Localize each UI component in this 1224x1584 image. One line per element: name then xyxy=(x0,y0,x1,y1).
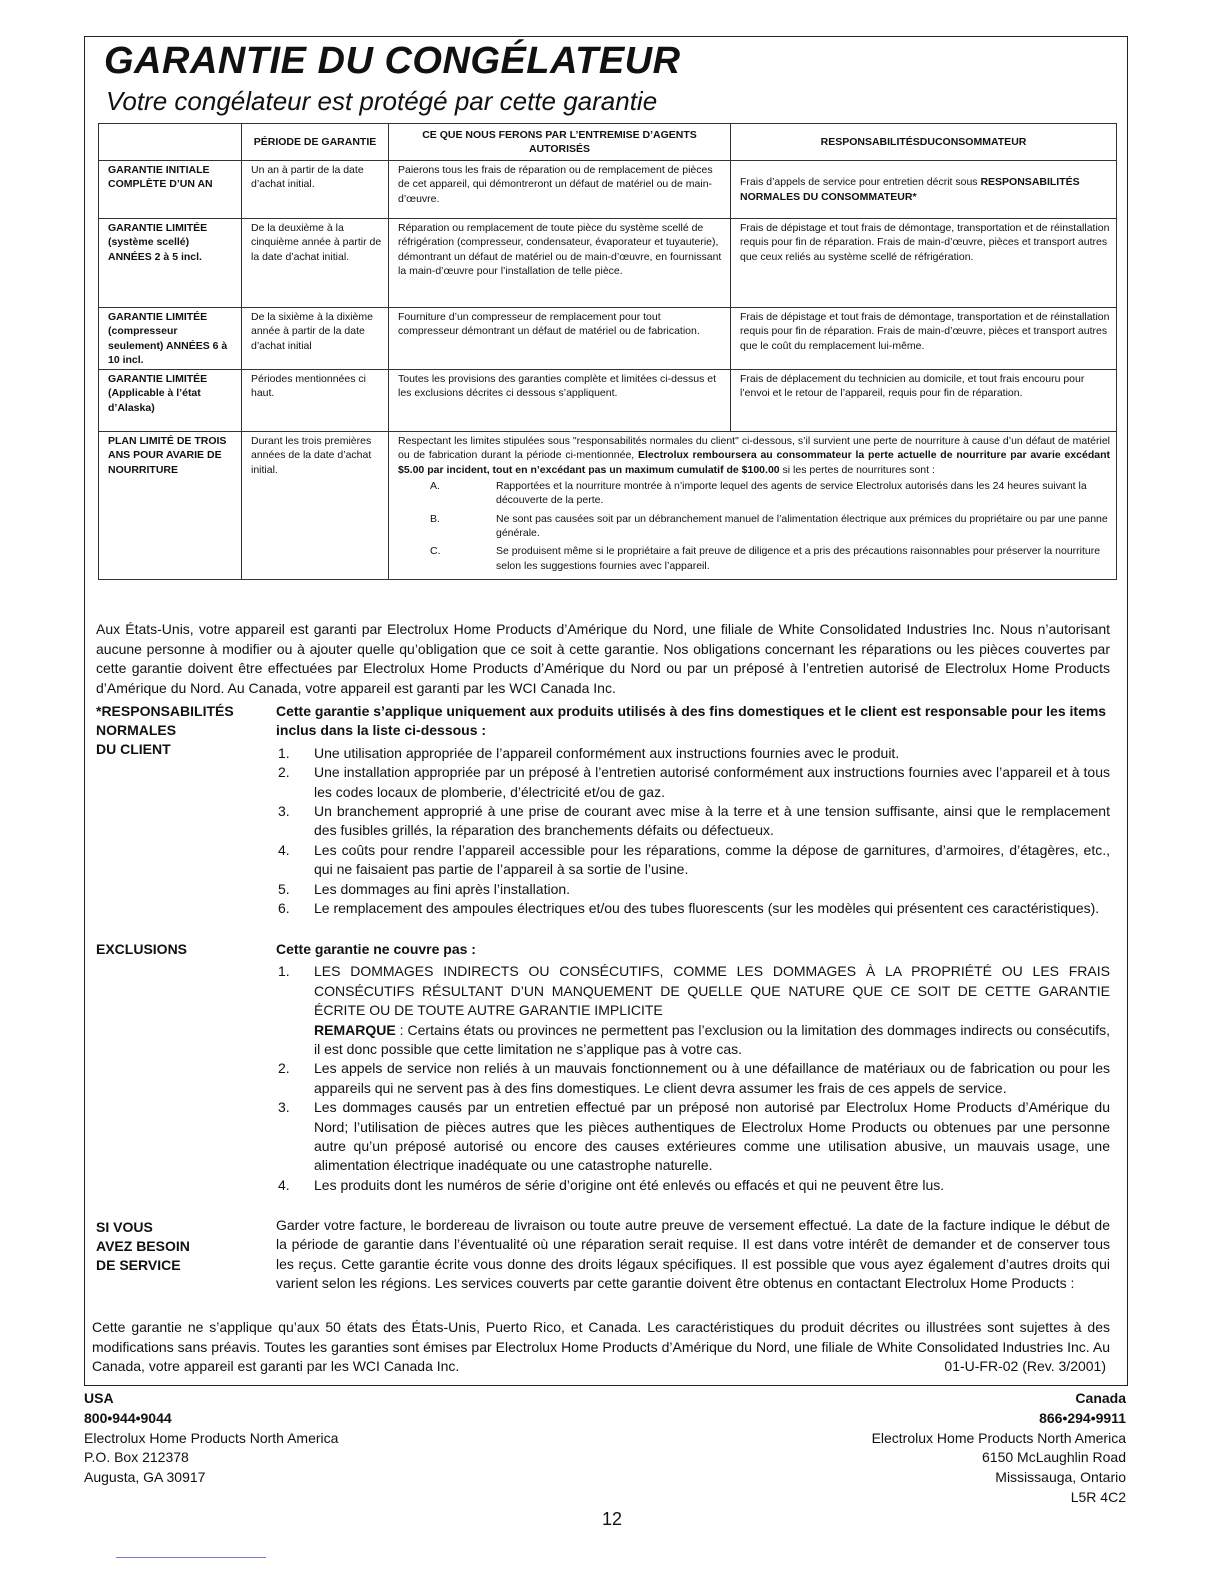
table-header: RESPONSABILITÉSDUCONSOMMATEUR xyxy=(731,124,1117,161)
row-label: GARANTIE LIMITÉE (compresseur seulement) ANNÉES 6 à 10 incl. xyxy=(99,308,242,370)
address-line: Electrolux Home Products North America xyxy=(84,1429,339,1446)
responsibilities-list xyxy=(276,744,1110,919)
row-label: GARANTIE LIMITÉE (Applicable à l’état d’Alaska) xyxy=(99,370,242,432)
row-label: GARANTIE INITIALE COMPLÈTE D’UN AN xyxy=(99,161,242,219)
exclusions-list xyxy=(276,962,1110,1195)
row-period: Périodes mentionnées ci haut. xyxy=(242,370,389,432)
row-label: GARANTIE LIMITÉE (système scellé) ANNÉES 2 à 5 incl. xyxy=(99,219,242,308)
page-subtitle: Votre congélateur est protégé par cette garantie xyxy=(106,86,658,116)
responsibilities-heading xyxy=(96,702,234,759)
list-item xyxy=(276,1059,1110,1098)
responsibilities-body xyxy=(276,702,1110,918)
item-number: 1. xyxy=(278,963,290,980)
row-period: De la sixième à la dixième année à partir de la date d’achat initial xyxy=(242,308,389,370)
responsibilities-lead: Cette garantie s’applique uniquement aux produits utilisés à des fins domestiques et le client est responsable pour les items inclus dans la liste ci-dessous : xyxy=(276,703,1107,739)
heading-line: AVEZ BESOIN xyxy=(96,1238,190,1254)
item-letter: C. xyxy=(430,545,441,558)
list-item xyxy=(398,512,1110,541)
table-row-food xyxy=(99,432,1117,580)
address-line: Mississauga, Ontario xyxy=(995,1469,1126,1486)
address-line: P.O. Box 212378 xyxy=(84,1449,189,1466)
footnote-paragraph: Cette garantie ne s’applique qu’aux 50 états des États-Unis, Puerto Rico, et Canada. Les caractéristiques du produit décrites ou illustrées sont sujettes à des modifications sans préavis. Toutes les garanties sont émises par Electrolux Home Products d’Amérique du Nord, une filiale de White Consolidated Industries Inc. Au Canada, votre appareil est garanti par les WCI Canada Inc. xyxy=(92,1319,1110,1375)
item-text: Les appels de service non reliés à un mauvais fonctionnement ou à une défaillance de matériaux ou de fabrication ou pour les appareils qui ne servent pas à des fins domestiques. Le client devra assumer les frais de ces appels de service. xyxy=(314,1060,1110,1096)
item-text: LES DOMMAGES INDIRECTS OU CONSÉCUTIFS, COMME LES DOMMAGES À LA PROPRIÉTÉ OU LES FRAIS CONSÉCUTIFS RÉSULTANT D’UN MANQUEMENT DE QUELLE QUE NATURE QUE CE SOIT DE CETTE GARANTIE ÉCRITE OU DE TOUTE AUTRE GARANTIE IMPLICITE xyxy=(314,963,1110,1019)
item-text: Les dommages causés par un entretien effectué par un préposé non autorisé par Electrolux Home Products d’Amérique du Nord; l’utilisation de pièces autres que les pièces authentiques de Electrolux Home Products ou obtenues par une personne autre qu’un préposé autorisé ou encore des causes extérieures comme une utilisation abusive, un mauvais usage, une alimentation électrique inadéquate ou une catastrophe naturelle. xyxy=(314,1099,1110,1174)
heading-line: DE SERVICE xyxy=(96,1257,181,1273)
list-item xyxy=(276,880,1110,899)
item-text: Les coûts pour rendre l’appareil accessible pour les réparations, comme la dépose de garnitures, d’armoires, d’étagères, etc., qui ne faisaient pas partie de l’appareil à sa sortie de l’usine. xyxy=(314,841,1110,878)
row-we-do: Paierons tous les frais de réparation ou de remplacement de pièces de cet appareil, qui démontreront un défaut de matériel ou de main-d’œuvre. xyxy=(389,161,731,219)
heading-line: DU CLIENT xyxy=(96,741,171,757)
exclusions-heading: EXCLUSIONS xyxy=(96,941,188,957)
row-we-do: Toutes les provisions des garanties complète et limitées ci-dessus et les exclusions décrites ci dessous s’appliquent. xyxy=(389,370,731,432)
row-we-do: Fourniture d’un compresseur de remplacement pour tout compresseur démontrant un défaut de matériel ou de fabrication. xyxy=(389,308,731,370)
item-text-block xyxy=(314,962,1110,1059)
item-letter: B. xyxy=(430,512,440,525)
food-plan-pre: Respectant les limites stipulées sous "responsabilités normales du client" ci-dessous, s’il survient une perte de nourriture à cause d’un défaut de matériel ou de fabrication durant la période ci-mentionnée, xyxy=(398,435,1110,462)
item-letter: A. xyxy=(430,480,440,493)
item-text: Une utilisation appropriée de l’appareil conformément aux instructions fournies avec le produit. xyxy=(314,744,900,761)
table-row xyxy=(99,308,1117,370)
list-item xyxy=(276,1176,1110,1195)
page-number: 12 xyxy=(601,1509,623,1529)
canada-address xyxy=(872,1389,1126,1508)
list-item xyxy=(398,479,1110,508)
exclusions-lead: Cette garantie ne couvre pas : xyxy=(276,941,476,957)
food-plan-post: si les pertes de nourritures sont : xyxy=(782,463,935,476)
usa-address xyxy=(84,1389,338,1488)
service-text: Garder votre facture, le bordereau de livraison ou toute autre preuve de versement effectué. La date de la facture indique le début de la période de garantie dans l’éventualité où une réparation serait requise. Il est dans votre intérêt de demander et de conserver tous les reçus. Cette garantie écrite vous donne des droits légaux spécifiques. Il est possible que vous ayez également d’autres droits qui varient selon les régions. Les services couverts par cette garantie doivent être obtenus en contactant Electrolux Home Products : xyxy=(276,1217,1110,1292)
us-intro-paragraph: Aux États-Unis, votre appareil est garanti par Electrolux Home Products d’Amérique du Nord, une filiale de White Consolidated Industries Inc. Nous n’autorisant aucune personne à modifier ou à ajouter quelle qu’obligation que ce soit à cette garantie. Nos obligations concernant les réparations ou les pièces couvertes par cette garantie doivent être effectuées par Electrolux Home Products d’Amérique du Nord ou par un préposé à l’entretien autorisé de Electrolux Home Products d’Amérique du Nord. Au Canada, votre appareil est garanti par les WCI Canada Inc. xyxy=(96,621,1110,696)
row-consumer: Frais de dépistage et tout frais de démontage, transportation et de réinstallation requis pour fin de réparation. Frais de main-d’œuvre, pièces et transport autres que ceux reliés au système scellé de réfrigération. xyxy=(731,219,1117,308)
phone: 866•294•9911 xyxy=(1039,1409,1126,1426)
list-item xyxy=(276,763,1110,802)
warranty-table xyxy=(98,123,1117,580)
divider xyxy=(116,1557,266,1558)
item-number: 2. xyxy=(278,764,290,781)
food-plan-bold: Electrolux remboursera au consommateur la perte actuelle de nourriture par avarie excédant $5.00 par incident, tout en n’excédant pas un maximum cumulatif de $100.00 xyxy=(398,449,1110,476)
list-item xyxy=(276,744,1110,763)
table-header: PÉRIODE DE GARANTIE xyxy=(242,124,389,161)
address-line: 6150 McLaughlin Road xyxy=(982,1449,1126,1466)
page-title: GARANTIE DU CONGÉLATEUR xyxy=(104,40,681,82)
address-line: Electrolux Home Products North America xyxy=(871,1429,1126,1446)
row-label: PLAN LIMITÉ DE TROIS ANS POUR AVARIE DE NOURRITURE xyxy=(99,432,242,580)
item-text: Le remplacement des ampoules électriques et/ou des tubes fluorescents (sur les modèles qui présentent ces caractéristiques). xyxy=(314,900,1100,917)
food-plan-conditions xyxy=(398,479,1110,573)
item-number: 6. xyxy=(278,900,290,917)
exclusions-body xyxy=(276,940,1110,1195)
country: Canada xyxy=(1075,1390,1126,1406)
remark-label: REMARQUE xyxy=(314,1021,396,1038)
heading-line: *RESPONSABILITÉS xyxy=(96,703,234,719)
heading-line: NORMALES xyxy=(96,722,177,738)
table-row xyxy=(99,219,1117,308)
row-consumer: Frais de déplacement du technicien au domicile, et tout frais encouru pour l’envoi et le retour de l’appareil, requis pour fin de réparation. xyxy=(731,370,1117,432)
item-text: Ne sont pas causées soit par un débranchement manuel de l’alimentation électrique aux prémices du propriétaire ou par une panne générale. xyxy=(496,512,1108,539)
address-line: Augusta, GA 30917 xyxy=(84,1469,206,1486)
item-text: Un branchement approprié à une prise de courant avec mise à la terre et à une tension suffisante, ainsi que le remplacement des fusibles grillés, la réparation des branchements défaits ou défectueux. xyxy=(314,803,1110,839)
table-row xyxy=(99,370,1117,432)
table-header-row xyxy=(99,124,1117,161)
row-we-do: Réparation ou remplacement de toute pièce du système scellé de réfrigération (compresseur, condensateur, évaporateur et tuyauterie), démontrant un défaut de matériel ou de main-d’œuvre, en fournissant la main-d’œuvre pour l’installation de telle pièce. xyxy=(389,219,731,308)
food-plan-intro xyxy=(398,434,1110,477)
table-header xyxy=(99,124,242,161)
row-period: Un an à partir de la date d’achat initial. xyxy=(242,161,389,219)
country: USA xyxy=(84,1390,114,1406)
table-row xyxy=(99,161,1117,219)
item-number: 5. xyxy=(278,880,290,897)
item-text: Se produisent même si le propriétaire a fait preuve de diligence et a pris des précautions raisonnables pour préserver la nourriture selon les suggestions fournies avec l’appareil. xyxy=(496,545,1101,572)
heading-line: SI VOUS xyxy=(96,1219,153,1235)
consumer-text-bold: RESPONSABILITÉS NORMALES DU CONSOMMATEUR* xyxy=(740,176,1080,203)
item-number: 2. xyxy=(278,1060,290,1077)
food-plan-text xyxy=(389,432,1117,580)
item-text: Les produits dont les numéros de série d’origine ont été enlevés ou effacés et qui ne peuvent être lus. xyxy=(314,1176,945,1193)
item-number: 1. xyxy=(278,744,290,761)
list-item xyxy=(276,802,1110,841)
service-heading xyxy=(96,1218,190,1275)
item-text: Une installation appropriée par un préposé à l’entretien autorisé conformément aux instructions fournies avec l’appareil et à tous les codes locaux de plomberie, d’électricité et/ou de gaz. xyxy=(314,764,1110,800)
item-number: 3. xyxy=(278,803,290,820)
table-header: CE QUE NOUS FERONS PAR L’ENTREMISE D’AGENTS AUTORISÉS xyxy=(389,124,731,161)
row-period: Durant les trois premières années de la date d’achat initial. xyxy=(242,432,389,580)
remark-text: : Certains états ou provinces ne permettent pas l’exclusion ou la limitation des dommages indirects ou consécutifs, il est donc possible que cette limitation ne s’applique pas à votre cas. xyxy=(314,1021,1110,1058)
row-consumer xyxy=(731,161,1117,219)
list-item xyxy=(276,962,1110,1059)
phone: 800•944•9044 xyxy=(84,1409,172,1426)
list-item xyxy=(276,899,1110,918)
row-period: De la deuxième à la cinquième année à partir de la date d’achat initial. xyxy=(242,219,389,308)
item-number: 3. xyxy=(278,1099,290,1116)
consumer-text: Frais d’appels de service pour entretien décrit sous xyxy=(740,176,978,189)
revision-code: 01-U-FR-02 (Rev. 3/2001) xyxy=(944,1358,1106,1374)
item-number: 4. xyxy=(278,841,290,858)
list-item xyxy=(398,544,1110,573)
list-item xyxy=(276,841,1110,880)
item-text: Rapportées et la nourriture montrée à n’importe lequel des agents de service Electrolux autorisés dans les 24 heures suivant la découverte de la perte. xyxy=(496,480,1087,507)
address-line: L5R 4C2 xyxy=(1070,1488,1126,1505)
row-consumer: Frais de dépistage et tout frais de démontage, transportation et de réinstallation requis pour fin de réparation. Frais de main-d’œuvre, pièces et transport autres que le coût du remplacement lui-même. xyxy=(731,308,1117,370)
item-text: Les dommages au fini après l’installation. xyxy=(314,880,571,897)
list-item xyxy=(276,1098,1110,1176)
item-number: 4. xyxy=(278,1176,290,1193)
